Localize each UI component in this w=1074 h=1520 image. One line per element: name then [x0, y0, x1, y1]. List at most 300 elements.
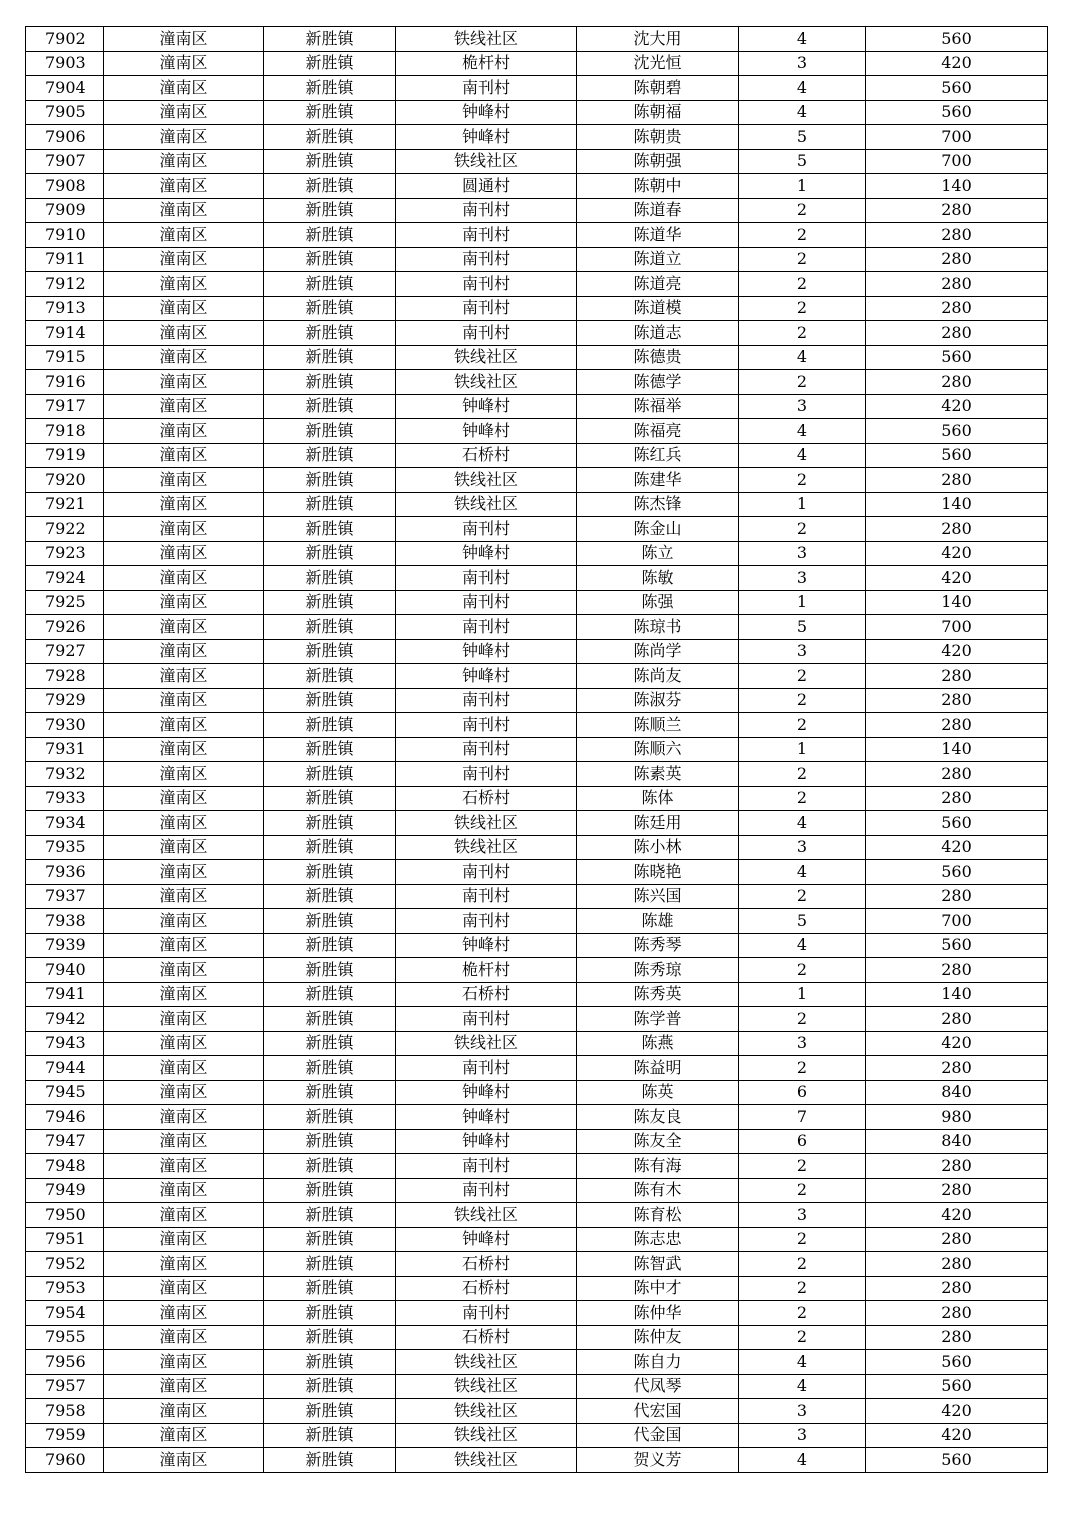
cell-name: 陈有海: [577, 1154, 739, 1179]
cell-name: 陈素英: [577, 762, 739, 787]
cell-serial-number: 7957: [26, 1374, 104, 1399]
cell-name: 陈道春: [577, 198, 739, 223]
table-row: [26, 1056, 1048, 1081]
cell-household-count: 3: [739, 566, 866, 591]
cell-district: 潼南区: [104, 664, 264, 689]
cell-amount: 140: [866, 174, 1048, 199]
table-row: [26, 443, 1048, 468]
cell-district: 潼南区: [104, 149, 264, 174]
cell-town: 新胜镇: [264, 517, 396, 542]
cell-household-count: 6: [739, 1129, 866, 1154]
cell-amount: 700: [866, 615, 1048, 640]
cell-town: 新胜镇: [264, 296, 396, 321]
cell-household-count: 1: [739, 737, 866, 762]
cell-name: 陈英: [577, 1080, 739, 1105]
cell-serial-number: 7934: [26, 811, 104, 836]
cell-amount: 560: [866, 100, 1048, 125]
cell-district: 潼南区: [104, 1423, 264, 1448]
cell-amount: 420: [866, 1203, 1048, 1228]
cell-household-count: 2: [739, 1276, 866, 1301]
cell-district: 潼南区: [104, 394, 264, 419]
cell-district: 潼南区: [104, 125, 264, 150]
cell-amount: 560: [866, 1448, 1048, 1473]
cell-amount: 280: [866, 370, 1048, 395]
cell-amount: 420: [866, 394, 1048, 419]
cell-amount: 420: [866, 1423, 1048, 1448]
cell-name: 陈兴国: [577, 884, 739, 909]
table-row: [26, 149, 1048, 174]
cell-household-count: 2: [739, 1056, 866, 1081]
table-row: [26, 688, 1048, 713]
cell-serial-number: 7909: [26, 198, 104, 223]
cell-district: 潼南区: [104, 174, 264, 199]
cell-serial-number: 7949: [26, 1178, 104, 1203]
cell-village: 铁线社区: [396, 811, 577, 836]
cell-household-count: 2: [739, 272, 866, 297]
cell-amount: 280: [866, 884, 1048, 909]
cell-serial-number: 7950: [26, 1203, 104, 1228]
cell-serial-number: 7940: [26, 958, 104, 983]
cell-serial-number: 7926: [26, 615, 104, 640]
cell-serial-number: 7937: [26, 884, 104, 909]
cell-village: 南刊村: [396, 884, 577, 909]
cell-district: 潼南区: [104, 639, 264, 664]
cell-village: 铁线社区: [396, 149, 577, 174]
cell-name: 陈德贵: [577, 345, 739, 370]
cell-district: 潼南区: [104, 713, 264, 738]
cell-household-count: 2: [739, 1007, 866, 1032]
cell-serial-number: 7925: [26, 590, 104, 615]
cell-village: 钟峰村: [396, 100, 577, 125]
cell-amount: 560: [866, 419, 1048, 444]
cell-district: 潼南区: [104, 737, 264, 762]
cell-town: 新胜镇: [264, 615, 396, 640]
cell-town: 新胜镇: [264, 1399, 396, 1424]
cell-village: 钟峰村: [396, 1105, 577, 1130]
cell-name: 陈道立: [577, 247, 739, 272]
cell-serial-number: 7916: [26, 370, 104, 395]
cell-district: 潼南区: [104, 1325, 264, 1350]
cell-household-count: 3: [739, 541, 866, 566]
cell-town: 新胜镇: [264, 345, 396, 370]
cell-household-count: 2: [739, 958, 866, 983]
cell-village: 钟峰村: [396, 1129, 577, 1154]
cell-serial-number: 7930: [26, 713, 104, 738]
cell-village: 南刊村: [396, 1056, 577, 1081]
cell-town: 新胜镇: [264, 100, 396, 125]
cell-town: 新胜镇: [264, 27, 396, 52]
cell-household-count: 2: [739, 688, 866, 713]
cell-household-count: 5: [739, 125, 866, 150]
cell-amount: 280: [866, 247, 1048, 272]
cell-town: 新胜镇: [264, 223, 396, 248]
data-table: [25, 26, 1048, 1473]
cell-district: 潼南区: [104, 370, 264, 395]
cell-household-count: 2: [739, 1301, 866, 1326]
table-row: [26, 811, 1048, 836]
cell-amount: 280: [866, 517, 1048, 542]
cell-name: 陈智武: [577, 1252, 739, 1277]
cell-amount: 140: [866, 982, 1048, 1007]
cell-district: 潼南区: [104, 247, 264, 272]
cell-town: 新胜镇: [264, 174, 396, 199]
cell-amount: 280: [866, 664, 1048, 689]
cell-serial-number: 7932: [26, 762, 104, 787]
cell-town: 新胜镇: [264, 639, 396, 664]
table-row: [26, 1227, 1048, 1252]
cell-village: 南刊村: [396, 615, 577, 640]
table-row: [26, 247, 1048, 272]
cell-village: 石桥村: [396, 1252, 577, 1277]
cell-amount: 420: [866, 566, 1048, 591]
cell-village: 铁线社区: [396, 370, 577, 395]
cell-district: 潼南区: [104, 492, 264, 517]
table-row: [26, 909, 1048, 934]
cell-serial-number: 7929: [26, 688, 104, 713]
table-row: [26, 762, 1048, 787]
cell-village: 钟峰村: [396, 933, 577, 958]
cell-town: 新胜镇: [264, 321, 396, 346]
cell-amount: 280: [866, 198, 1048, 223]
cell-village: 南刊村: [396, 1178, 577, 1203]
cell-serial-number: 7922: [26, 517, 104, 542]
cell-village: 南刊村: [396, 517, 577, 542]
cell-name: 陈友全: [577, 1129, 739, 1154]
cell-town: 新胜镇: [264, 125, 396, 150]
cell-serial-number: 7903: [26, 51, 104, 76]
table-row: [26, 884, 1048, 909]
cell-amount: 280: [866, 223, 1048, 248]
cell-town: 新胜镇: [264, 884, 396, 909]
cell-village: 南刊村: [396, 247, 577, 272]
cell-serial-number: 7914: [26, 321, 104, 346]
cell-village: 石桥村: [396, 443, 577, 468]
cell-town: 新胜镇: [264, 811, 396, 836]
table-row: [26, 174, 1048, 199]
cell-district: 潼南区: [104, 468, 264, 493]
cell-village: 南刊村: [396, 860, 577, 885]
cell-household-count: 2: [739, 296, 866, 321]
cell-amount: 280: [866, 1301, 1048, 1326]
cell-district: 潼南区: [104, 541, 264, 566]
cell-serial-number: 7911: [26, 247, 104, 272]
cell-household-count: 2: [739, 786, 866, 811]
cell-serial-number: 7959: [26, 1423, 104, 1448]
table-row: [26, 51, 1048, 76]
cell-town: 新胜镇: [264, 1374, 396, 1399]
cell-household-count: 3: [739, 1423, 866, 1448]
cell-village: 石桥村: [396, 786, 577, 811]
cell-town: 新胜镇: [264, 247, 396, 272]
cell-amount: 560: [866, 27, 1048, 52]
cell-village: 铁线社区: [396, 468, 577, 493]
cell-town: 新胜镇: [264, 1031, 396, 1056]
cell-district: 潼南区: [104, 982, 264, 1007]
cell-amount: 700: [866, 125, 1048, 150]
table-row: [26, 345, 1048, 370]
cell-district: 潼南区: [104, 958, 264, 983]
cell-district: 潼南区: [104, 860, 264, 885]
cell-household-count: 4: [739, 345, 866, 370]
cell-amount: 840: [866, 1080, 1048, 1105]
table-row: [26, 76, 1048, 101]
cell-name: 陈福举: [577, 394, 739, 419]
table-row: [26, 1276, 1048, 1301]
cell-district: 潼南区: [104, 1301, 264, 1326]
cell-serial-number: 7933: [26, 786, 104, 811]
cell-serial-number: 7923: [26, 541, 104, 566]
table-row: [26, 321, 1048, 346]
cell-household-count: 4: [739, 443, 866, 468]
cell-household-count: 2: [739, 370, 866, 395]
cell-amount: 420: [866, 1399, 1048, 1424]
cell-town: 新胜镇: [264, 1154, 396, 1179]
cell-household-count: 2: [739, 468, 866, 493]
cell-name: 陈秀英: [577, 982, 739, 1007]
cell-district: 潼南区: [104, 1399, 264, 1424]
cell-town: 新胜镇: [264, 1056, 396, 1081]
cell-town: 新胜镇: [264, 76, 396, 101]
cell-serial-number: 7924: [26, 566, 104, 591]
cell-village: 南刊村: [396, 713, 577, 738]
cell-household-count: 2: [739, 517, 866, 542]
cell-town: 新胜镇: [264, 1080, 396, 1105]
cell-village: 钟峰村: [396, 664, 577, 689]
cell-amount: 280: [866, 321, 1048, 346]
cell-serial-number: 7913: [26, 296, 104, 321]
table-row: [26, 615, 1048, 640]
cell-serial-number: 7939: [26, 933, 104, 958]
cell-name: 陈道亮: [577, 272, 739, 297]
cell-name: 陈仲华: [577, 1301, 739, 1326]
cell-district: 潼南区: [104, 419, 264, 444]
cell-serial-number: 7902: [26, 27, 104, 52]
cell-household-count: 7: [739, 1105, 866, 1130]
cell-village: 石桥村: [396, 982, 577, 1007]
table-row: [26, 566, 1048, 591]
table-row: [26, 468, 1048, 493]
cell-amount: 280: [866, 1276, 1048, 1301]
cell-village: 铁线社区: [396, 1203, 577, 1228]
cell-district: 潼南区: [104, 1105, 264, 1130]
cell-district: 潼南区: [104, 786, 264, 811]
cell-household-count: 2: [739, 762, 866, 787]
cell-name: 陈小林: [577, 835, 739, 860]
cell-town: 新胜镇: [264, 1448, 396, 1473]
cell-household-count: 2: [739, 1325, 866, 1350]
cell-name: 陈志忠: [577, 1227, 739, 1252]
cell-household-count: 4: [739, 1350, 866, 1375]
cell-district: 潼南区: [104, 51, 264, 76]
cell-household-count: 3: [739, 1203, 866, 1228]
cell-village: 南刊村: [396, 223, 577, 248]
cell-district: 潼南区: [104, 198, 264, 223]
cell-district: 潼南区: [104, 590, 264, 615]
cell-serial-number: 7952: [26, 1252, 104, 1277]
cell-serial-number: 7908: [26, 174, 104, 199]
cell-district: 潼南区: [104, 1448, 264, 1473]
cell-town: 新胜镇: [264, 51, 396, 76]
cell-village: 钟峰村: [396, 1227, 577, 1252]
cell-district: 潼南区: [104, 1252, 264, 1277]
cell-amount: 560: [866, 933, 1048, 958]
cell-village: 南刊村: [396, 272, 577, 297]
cell-town: 新胜镇: [264, 786, 396, 811]
cell-household-count: 5: [739, 149, 866, 174]
cell-serial-number: 7954: [26, 1301, 104, 1326]
cell-serial-number: 7945: [26, 1080, 104, 1105]
cell-name: 陈顺六: [577, 737, 739, 762]
cell-town: 新胜镇: [264, 492, 396, 517]
table-row: [26, 1007, 1048, 1032]
cell-village: 南刊村: [396, 566, 577, 591]
cell-amount: 280: [866, 1056, 1048, 1081]
cell-household-count: 2: [739, 1178, 866, 1203]
cell-village: 石桥村: [396, 1325, 577, 1350]
cell-amount: 420: [866, 541, 1048, 566]
cell-district: 潼南区: [104, 1129, 264, 1154]
cell-amount: 280: [866, 468, 1048, 493]
cell-serial-number: 7920: [26, 468, 104, 493]
table-row: [26, 1448, 1048, 1473]
cell-town: 新胜镇: [264, 541, 396, 566]
cell-town: 新胜镇: [264, 1276, 396, 1301]
cell-village: 南刊村: [396, 1301, 577, 1326]
cell-name: 陈道华: [577, 223, 739, 248]
table-row: [26, 1203, 1048, 1228]
cell-amount: 280: [866, 688, 1048, 713]
cell-household-count: 2: [739, 247, 866, 272]
cell-village: 圆通村: [396, 174, 577, 199]
cell-village: 钟峰村: [396, 419, 577, 444]
cell-serial-number: 7917: [26, 394, 104, 419]
cell-name: 陈有木: [577, 1178, 739, 1203]
cell-household-count: 1: [739, 174, 866, 199]
cell-name: 陈燕: [577, 1031, 739, 1056]
table-row: [26, 296, 1048, 321]
cell-name: 陈廷用: [577, 811, 739, 836]
cell-town: 新胜镇: [264, 1423, 396, 1448]
table-row: [26, 1301, 1048, 1326]
cell-name: 陈体: [577, 786, 739, 811]
cell-town: 新胜镇: [264, 1227, 396, 1252]
cell-town: 新胜镇: [264, 1301, 396, 1326]
cell-amount: 560: [866, 443, 1048, 468]
cell-name: 沈大用: [577, 27, 739, 52]
cell-district: 潼南区: [104, 1007, 264, 1032]
cell-serial-number: 7912: [26, 272, 104, 297]
cell-amount: 280: [866, 1154, 1048, 1179]
table-row: [26, 223, 1048, 248]
cell-household-count: 4: [739, 933, 866, 958]
cell-district: 潼南区: [104, 1276, 264, 1301]
cell-name: 陈立: [577, 541, 739, 566]
cell-town: 新胜镇: [264, 198, 396, 223]
cell-village: 铁线社区: [396, 1031, 577, 1056]
cell-village: 南刊村: [396, 590, 577, 615]
table-row: [26, 1105, 1048, 1130]
cell-village: 桅杆村: [396, 51, 577, 76]
cell-name: 陈琼书: [577, 615, 739, 640]
cell-town: 新胜镇: [264, 443, 396, 468]
table-row: [26, 419, 1048, 444]
table-row: [26, 933, 1048, 958]
cell-amount: 280: [866, 272, 1048, 297]
table-row: [26, 517, 1048, 542]
cell-serial-number: 7953: [26, 1276, 104, 1301]
table-row: [26, 1031, 1048, 1056]
cell-serial-number: 7915: [26, 345, 104, 370]
table-row: [26, 492, 1048, 517]
cell-district: 潼南区: [104, 272, 264, 297]
cell-village: 铁线社区: [396, 345, 577, 370]
cell-district: 潼南区: [104, 909, 264, 934]
cell-household-count: 3: [739, 394, 866, 419]
cell-serial-number: 7955: [26, 1325, 104, 1350]
cell-household-count: 2: [739, 664, 866, 689]
cell-amount: 560: [866, 860, 1048, 885]
cell-amount: 700: [866, 909, 1048, 934]
cell-household-count: 2: [739, 1252, 866, 1277]
cell-serial-number: 7906: [26, 125, 104, 150]
cell-name: 陈秀琼: [577, 958, 739, 983]
cell-amount: 700: [866, 149, 1048, 174]
cell-town: 新胜镇: [264, 933, 396, 958]
cell-serial-number: 7918: [26, 419, 104, 444]
cell-serial-number: 7958: [26, 1399, 104, 1424]
cell-amount: 280: [866, 1227, 1048, 1252]
cell-serial-number: 7936: [26, 860, 104, 885]
cell-amount: 560: [866, 345, 1048, 370]
cell-town: 新胜镇: [264, 1350, 396, 1375]
cell-household-count: 6: [739, 1080, 866, 1105]
cell-district: 潼南区: [104, 1056, 264, 1081]
cell-name: 陈强: [577, 590, 739, 615]
cell-district: 潼南区: [104, 566, 264, 591]
cell-name: 陈友良: [577, 1105, 739, 1130]
cell-household-count: 3: [739, 835, 866, 860]
table-row: [26, 1080, 1048, 1105]
cell-village: 南刊村: [396, 1154, 577, 1179]
cell-serial-number: 7941: [26, 982, 104, 1007]
cell-village: 钟峰村: [396, 394, 577, 419]
table-row: [26, 737, 1048, 762]
cell-serial-number: 7951: [26, 1227, 104, 1252]
table-row: [26, 835, 1048, 860]
cell-household-count: 4: [739, 811, 866, 836]
table-row: [26, 1374, 1048, 1399]
cell-village: 铁线社区: [396, 1374, 577, 1399]
cell-village: 铁线社区: [396, 1423, 577, 1448]
table-row: [26, 370, 1048, 395]
cell-serial-number: 7946: [26, 1105, 104, 1130]
cell-district: 潼南区: [104, 1227, 264, 1252]
cell-village: 南刊村: [396, 909, 577, 934]
cell-name: 代金国: [577, 1423, 739, 1448]
cell-household-count: 5: [739, 615, 866, 640]
cell-amount: 280: [866, 1007, 1048, 1032]
cell-amount: 280: [866, 1178, 1048, 1203]
table-row: [26, 100, 1048, 125]
cell-name: 代宏国: [577, 1399, 739, 1424]
cell-name: 陈朝贵: [577, 125, 739, 150]
cell-amount: 140: [866, 492, 1048, 517]
cell-serial-number: 7938: [26, 909, 104, 934]
cell-name: 沈光恒: [577, 51, 739, 76]
cell-name: 陈益明: [577, 1056, 739, 1081]
cell-town: 新胜镇: [264, 149, 396, 174]
cell-amount: 280: [866, 1252, 1048, 1277]
